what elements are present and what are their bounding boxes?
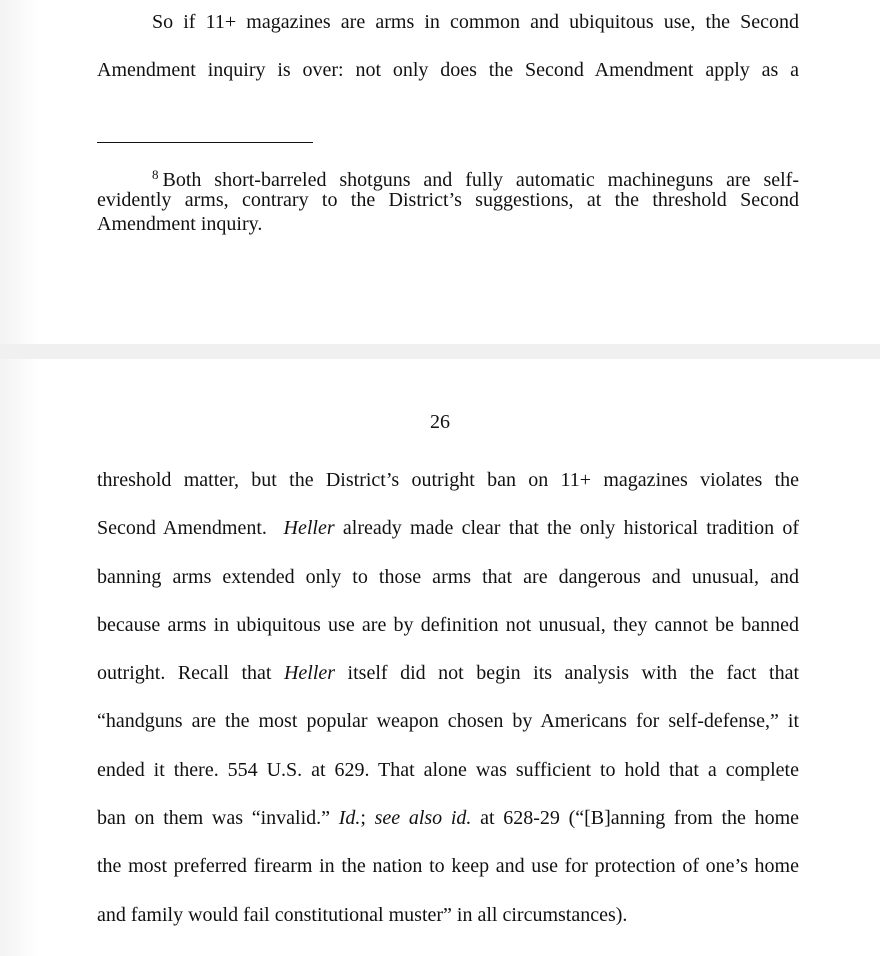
document-page-bottom bbox=[0, 359, 880, 956]
page-number: 26 bbox=[430, 411, 450, 433]
text-run: at 628-29 (“[B]anning from the home bbox=[471, 807, 800, 830]
text-line: because arms in ubiquitous use are by definition not unusual, they cannot be banned bbox=[97, 613, 799, 636]
page-shadow bbox=[0, 359, 40, 956]
text-run: itself did not begin its analysis with the fact that bbox=[335, 662, 799, 685]
text-run: outright. Recall that bbox=[97, 662, 284, 685]
text-line: “handguns are the most popular weapon chosen by Americans for self-defense,” it bbox=[97, 710, 799, 733]
footnote-8 bbox=[97, 163, 799, 237]
footnote-line: Amendment inquiry. bbox=[97, 213, 263, 235]
text-run: ; bbox=[360, 807, 375, 830]
footnote-line: evidently arms, contrary to the District’s suggestions, at the threshold Second bbox=[97, 188, 799, 211]
text-line: Amendment inquiry is over: not only does the Second Amendment apply as a bbox=[97, 59, 799, 82]
citation-id: Id. bbox=[338, 807, 361, 830]
case-name-heller: Heller bbox=[283, 662, 336, 685]
citation-see-also: see also id. bbox=[374, 807, 472, 830]
text-line: threshold matter, but the District’s outright ban on 11+ magazines violates the bbox=[97, 469, 799, 491]
body-text-bottom bbox=[97, 456, 799, 939]
footnote-separator bbox=[97, 142, 313, 143]
page-shadow bbox=[0, 0, 40, 344]
text-run: already made clear that the only historical tradition of bbox=[334, 517, 800, 540]
footnote-line bbox=[97, 163, 799, 191]
text-line: and family would fail constitutional muster” in all circumstances). bbox=[97, 903, 628, 926]
body-text-top bbox=[97, 0, 799, 95]
case-name-heller: Heller bbox=[283, 517, 335, 540]
text-line bbox=[97, 649, 799, 697]
text-line bbox=[97, 794, 799, 842]
footnote-marker: 8 bbox=[152, 167, 159, 182]
document-page-top bbox=[0, 0, 880, 344]
text-line bbox=[97, 504, 799, 552]
text-line: the most preferred firearm in the nation to keep and use for protection of one’s home bbox=[97, 855, 799, 878]
text-run: Second Amendment. bbox=[97, 517, 267, 540]
text-line: So if 11+ magazines are arms in common and ubiquitous use, the Second bbox=[152, 11, 799, 33]
page-break bbox=[0, 344, 880, 359]
text-line: banning arms extended only to those arms that are dangerous and unusual, and bbox=[97, 565, 799, 588]
text-line: ended it there. 554 U.S. at 629. That alone was sufficient to hold that a complete bbox=[97, 758, 799, 781]
text-run: ban on them was “invalid.” bbox=[97, 807, 339, 830]
footnote-text: Both short-barreled shotguns and fully automatic machineguns are self- bbox=[162, 169, 799, 191]
